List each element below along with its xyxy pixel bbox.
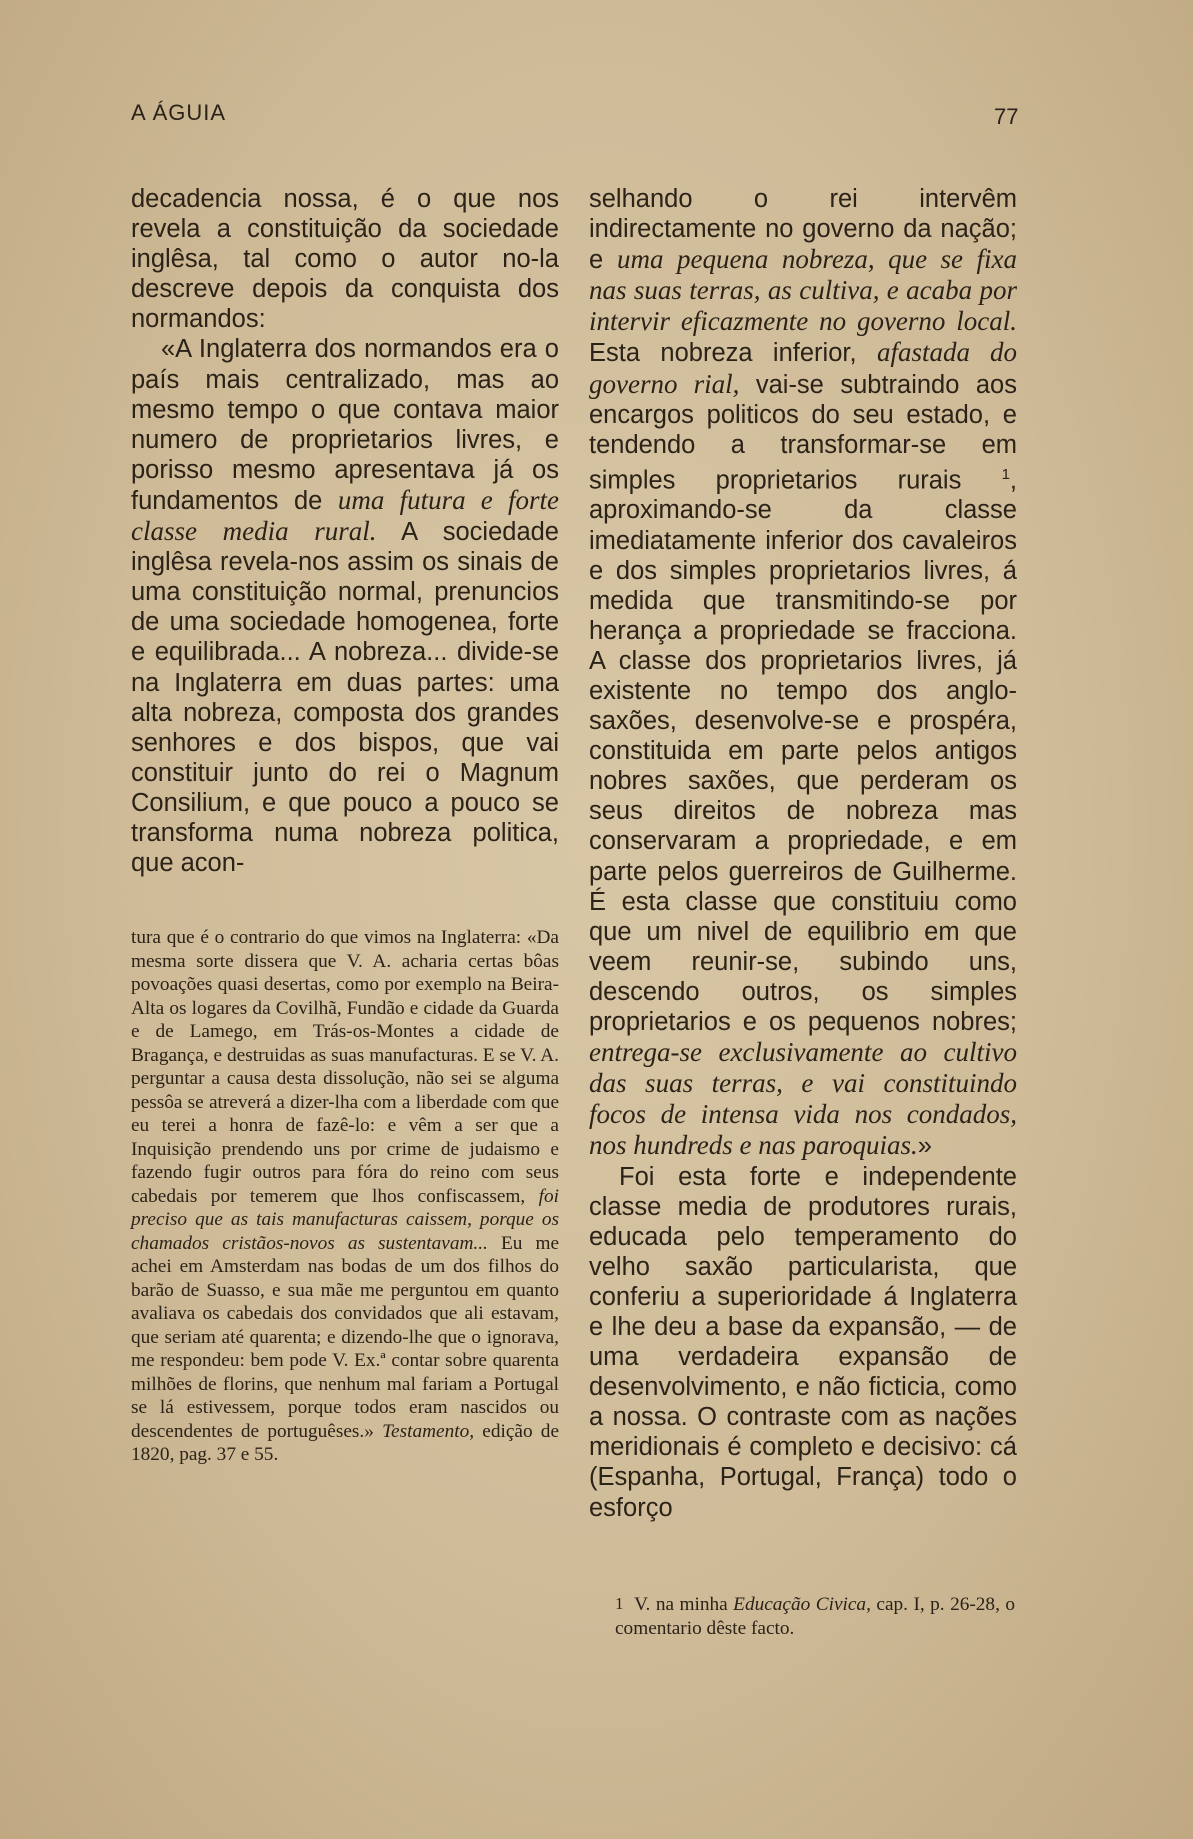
footnote-source-title: Testamento,: [382, 1420, 475, 1442]
quote-continuation: A sociedade inglêsa revela-nos assim os sinais de uma constituição normal, prenuncios de uma sociedade homogenea, forte e equilibrada... A nobreza... divide-se na Inglaterra em duas partes: uma alta nobreza, composta dos grandes senhores e dos bispos, que vai constituir junto do rei o Magnum Consilium, e que pouco a pouco se transforma numa nobreza politica, que acon-: [131, 518, 559, 878]
left-footnote: [131, 926, 559, 1467]
right-text-a: selhando o rei intervêm indirectamente no governo da nação; e: [589, 185, 1017, 275]
quote-emphasis: uma futura e forte classe media rural.: [131, 484, 559, 547]
footnote-text-a: tura que é o contrario do que vimos na Inglaterra: «Da mesma sorte dissera que V. A. acharia certas bôas povoações quasi desertas, como por exemplo na Beira-Alta os logares da Covilhã, Fundão e cidade da Guarda e de Lamego, em Trás-os-Montes a cidade de Bragança, e destruidas as suas manufacturas. E se V. A. perguntar a causa desta dissolução, não sei se alguma pessôa se atreverá a dizer-lha com a liberdade com que eu terei a honra de fazê-lo: e vêm a ser que a Inquisição prendendo uns por crime de judaismo e fazendo fugir outros para fóra do reino com seus cabedais por temerem que lhos confiscassem,: [131, 927, 559, 1207]
right-body-text: [589, 184, 1017, 1523]
footnote-reference: 1: [1001, 465, 1010, 483]
right-emphasis-1: uma pequena nobreza, que se fixa nas suas terras, as cultiva, e acaba por intervir eficazmente no governo local.: [589, 244, 1017, 337]
right-text-c: vai-se subtraindo aos encargos politicos do seu estado, e tendendo a transformar-se em simples proprietarios rurais: [589, 370, 1017, 495]
left-body-text: [131, 184, 559, 878]
right-emphasis-2: afastada do governo rial,: [589, 337, 1018, 399]
footnote-emphasis-1: foi preciso que as tais manufacturas caissem, porque os chamados cristãos-novos as sustentavam...: [131, 1185, 559, 1254]
right-emphasis-3: entrega-se exclusivamente ao cultivo das suas terras, e vai constituindo focos de intensa vida nos condados, nos hundreds e nas paroquias.: [589, 1037, 1017, 1161]
journal-title: A ÁGUIA: [131, 100, 227, 125]
right-footnote: [615, 1592, 1015, 1640]
right-text-e: »: [917, 1132, 932, 1161]
quote-text: «A Inglaterra dos normandos era o país mais centralizado, mas ao mesmo tempo o que contava maior numero de proprietarios livres, e porisso mesmo apresentava já os fundamentos de: [131, 335, 559, 515]
left-column: [131, 184, 559, 878]
footnote-mark: 1: [615, 1594, 624, 1613]
footnote-text-c: edição de 1820, pag. 37 e 55.: [131, 1420, 559, 1465]
right-footnote-title: Educação Civica,: [733, 1594, 871, 1615]
right-column: [589, 184, 1017, 1523]
right-footnote-b: cap. I, p. 26-28, o comentario dêste facto.: [615, 1594, 1015, 1639]
page-number: 77: [994, 104, 1019, 129]
footnote-text-b: Eu me achei em Amsterdam nas bodas de um dos filhos do barão de Suasso, e sua mãe me perguntou em quanto avaliava os cabedais dos convidados que ali estavam, que seriam até quarenta; e dizendo-lhe que o ignorava, me respondeu: bem pode V. Ex.ª contar sobre quarenta milhões de florins, que nenhum mal fariam a Portugal se lá estivessem, porque todos eram nascidos ou descendentes de portuguêses.»: [131, 1232, 559, 1442]
right-footnote-a: V. na minha: [634, 1594, 728, 1615]
right-text-d: , aproximando-se da classe imediatamente inferior dos cavaleiros e dos simples proprietarios livres, á medida que transmitindo-se por herança a propriedade se fracciona. A classe dos proprietarios livres, já existente no tempo dos anglo-saxões, desenvolve-se e prospéra, constituida em parte pelos antigos nobres saxões, que perderam os seus direitos de nobreza mas conservaram a propriedade, e em parte pelos guerreiros de Guilherme. É esta classe que constituiu como que um nivel de equilibrio em que veem reunir-se, subindo uns, descendo outros, os simples proprietarios e os pequenos nobres;: [589, 466, 1017, 1037]
paragraph-2: Foi esta forte e independente classe media de produtores rurais, educada pelo temperamento do velho saxão particularista, que conferiu a superioridade á Inglaterra e lhe deu a base da expansão, — de uma verdadeira expansão de desenvolvimento, e não ficticia, como a nossa. O contraste com as nações meridionais é completo e decisivo: cá (Espanha, Portugal, França) todo o esforço: [589, 1162, 1017, 1522]
paragraph-1: decadencia nossa, é o que nos revela a constituição da sociedade inglêsa, tal como o autor no-la descreve depois da conquista dos normandos:: [131, 185, 559, 334]
right-text-b: Esta nobreza inferior,: [589, 339, 857, 368]
